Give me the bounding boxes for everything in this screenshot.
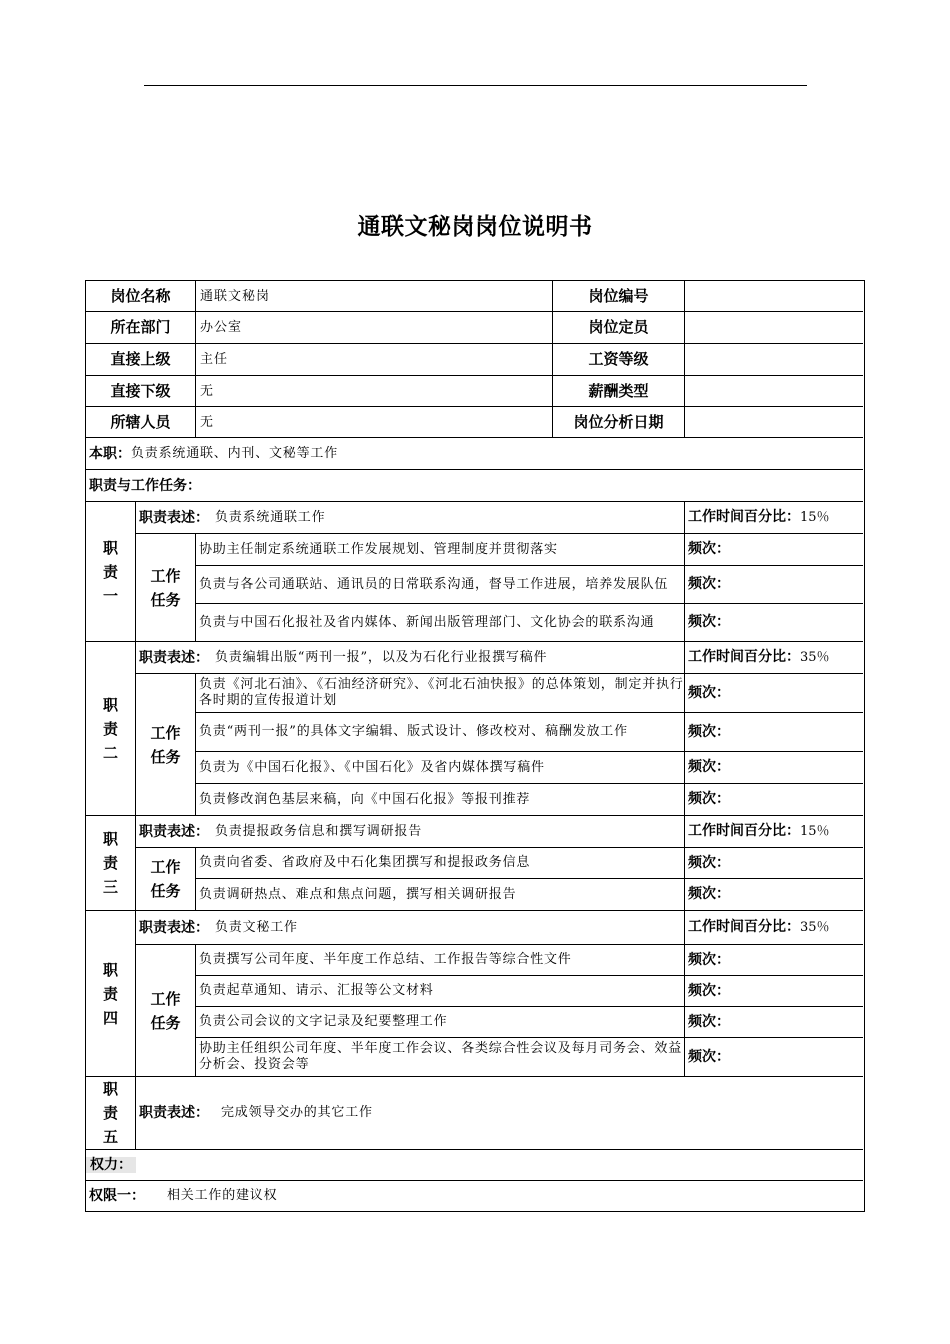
duty-2-desc: 职责表述： 负责编辑出版“两刊一报”，以及为石化行业报撰写稿件 <box>136 642 685 674</box>
duty-4-freq-3: 频次： <box>685 1007 863 1038</box>
duty-1-freq-2: 频次： <box>685 566 863 604</box>
main-duty-row <box>86 438 863 470</box>
value-headcount <box>685 312 863 344</box>
label-headcount: 岗位定员 <box>553 312 685 344</box>
duty-1-task-1: 协助主任制定系统通联工作发展规划、管理制度并贯彻落实 <box>196 534 685 566</box>
duty-1-task-label: 工作 任务 <box>136 534 196 642</box>
duty-4-task-2: 负责起草通知、请示、汇报等公文材料 <box>196 976 685 1007</box>
duty-1-name: 职 责 一 <box>86 502 136 642</box>
duties-heading-row <box>86 470 863 502</box>
duty-1-freq-1: 频次： <box>685 534 863 566</box>
label-pay-type: 薪酬类型 <box>553 376 685 407</box>
value-position-name: 通联文秘岗 <box>196 281 553 312</box>
duty-2-time: 工作时间百分比： 35％ <box>685 642 863 674</box>
duty-4-task-1: 负责撰写公司年度、半年度工作总结、工作报告等综合性文件 <box>196 945 685 976</box>
duty-5-desc: 职责表述： 完成领导交办的其它工作 <box>136 1077 863 1150</box>
label-department: 所在部门 <box>86 312 196 344</box>
label-staff: 所辖人员 <box>86 407 196 438</box>
duty-4-time: 工作时间百分比： 35％ <box>685 911 863 945</box>
main-duty-text: 负责系统通联、内刊、文秘等工作 <box>131 445 339 461</box>
duty-4-desc: 职责表述： 负责文秘工作 <box>136 911 685 945</box>
duty-3-time: 工作时间百分比： 15％ <box>685 816 863 848</box>
duty-3-freq-2: 频次： <box>685 879 863 911</box>
duty-3-task-label: 工作 任务 <box>136 848 196 911</box>
duty-4-freq-2: 频次： <box>685 976 863 1007</box>
label-direct-subordinate: 直接下级 <box>86 376 196 407</box>
duty-1-desc: 职责表述： 负责系统通联工作 <box>136 502 685 534</box>
duty-2-name: 职 责 二 <box>86 642 136 816</box>
page-title: 通联文秘岗岗位说明书 <box>357 214 593 240</box>
label-direct-superior: 直接上级 <box>86 344 196 376</box>
duty-2-task-2: 负责“两刊一报”的具体文字编辑、版式设计、修改校对、稿酬发放工作 <box>196 713 685 752</box>
value-salary-grade <box>685 344 863 376</box>
duty-2-task-1: 负责《河北石油》、《石油经济研究》、《河北石油快报》的总体策划，制定并执行各时期的宣传报道计划 <box>196 674 685 713</box>
value-staff: 无 <box>196 407 553 438</box>
authority-heading-row <box>86 1150 863 1181</box>
duty-1-task-2: 负责与各公司通联站、通讯员的日常联系沟通，督导工作进展，培养发展队伍 <box>196 566 685 604</box>
duty-4-freq-4: 频次： <box>685 1038 863 1077</box>
duty-3-task-1: 负责向省委、省政府及中石化集团撰写和提报政务信息 <box>196 848 685 879</box>
duty-2-task-label: 工作 任务 <box>136 674 196 816</box>
duty-2-freq-1: 频次： <box>685 674 863 713</box>
duty-5-name: 职 责 五 <box>86 1077 136 1150</box>
label-salary-grade: 工资等级 <box>553 344 685 376</box>
duty-3-desc: 职责表述： 负责提报政务信息和撰写调研报告 <box>136 816 685 848</box>
value-analysis-date <box>685 407 863 438</box>
value-direct-subordinate: 无 <box>196 376 553 407</box>
authority-item-1: 权限一： 相关工作的建议权 <box>89 1187 278 1204</box>
duty-1-task-3: 负责与中国石化报社及省内媒体、新闻出版管理部门、文化协会的联系沟通 <box>196 604 685 642</box>
value-direct-superior: 主任 <box>196 344 553 376</box>
label-analysis-date: 岗位分析日期 <box>553 407 685 438</box>
value-pay-type <box>685 376 863 407</box>
duty-4-freq-1: 频次： <box>685 945 863 976</box>
duty-1-time: 工作时间百分比： 15％ <box>685 502 863 534</box>
duty-4-task-4: 协助主任组织公司年度、半年度工作会议、各类综合性会议及每月司务会、效益分析会、投资会等 <box>196 1038 685 1077</box>
label-position-name: 岗位名称 <box>86 281 196 312</box>
duty-4-task-3: 负责公司会议的文字记录及纪要整理工作 <box>196 1007 685 1038</box>
value-position-code <box>685 281 863 312</box>
value-department: 办公室 <box>196 312 553 344</box>
duty-3-name: 职 责 三 <box>86 816 136 911</box>
duties-heading: 职责与工作任务： <box>89 477 201 494</box>
duty-2-task-3: 负责为《中国石化报》、《中国石化》及省内媒体撰写稿件 <box>196 752 685 784</box>
duty-3-freq-1: 频次： <box>685 848 863 879</box>
duty-3-task-2: 负责调研热点、难点和焦点问题，撰写相关调研报告 <box>196 879 685 911</box>
job-description-table <box>85 280 865 1212</box>
main-duty-label: 本职： <box>89 445 131 462</box>
duty-2-task-4: 负责修改润色基层来稿，向《中国石化报》等报刊推荐 <box>196 784 685 816</box>
duty-4-name: 职 责 四 <box>86 911 136 1077</box>
label-position-code: 岗位编号 <box>553 281 685 312</box>
duty-4-task-label: 工作 任务 <box>136 945 196 1077</box>
duty-2-freq-3: 频次： <box>685 752 863 784</box>
header-rule <box>144 85 807 86</box>
duty-2-freq-2: 频次： <box>685 713 863 752</box>
duty-1-freq-3: 频次： <box>685 604 863 642</box>
duty-2-freq-4: 频次： <box>685 784 863 816</box>
authority-heading: 权力： <box>86 1157 136 1173</box>
